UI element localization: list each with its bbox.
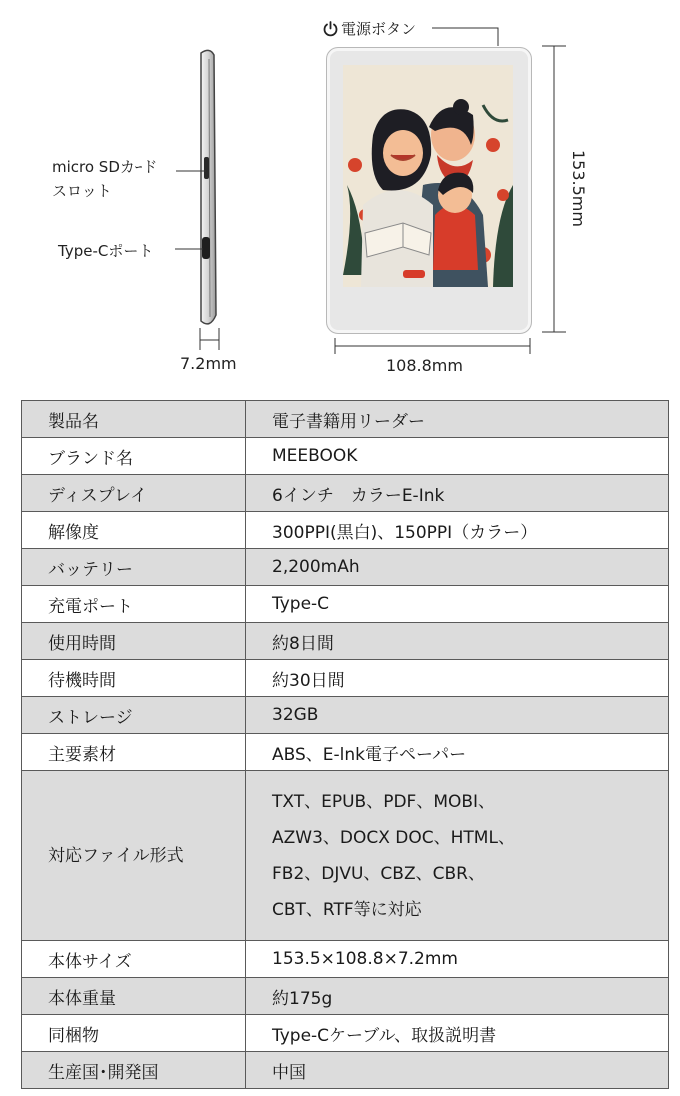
spec-key: 対応ファイル形式 (22, 771, 246, 941)
spec-value: 電子書籍用リーダー (246, 401, 669, 438)
spec-key: 待機時間 (22, 660, 246, 697)
sd-slot-leader (176, 166, 208, 176)
format-line: AZW3、DOCX DOC、HTML、 (272, 827, 515, 848)
spec-table (21, 400, 669, 1089)
table-row (22, 475, 669, 512)
typec-port-label: Type-Cポート (58, 242, 154, 260)
device-front-view (326, 47, 532, 334)
spec-key: ブランド名 (22, 438, 246, 475)
spec-key: 使用時間 (22, 623, 246, 660)
spec-key: バッテリー (22, 549, 246, 586)
spec-value: 約8日間 (246, 623, 669, 660)
thickness-dimension (195, 326, 225, 352)
spec-value: MEEBOOK (246, 438, 669, 475)
width-label: 108.8mm (386, 356, 463, 375)
table-row (22, 697, 669, 734)
table-row (22, 734, 669, 771)
table-row (22, 549, 669, 586)
table-row (22, 978, 669, 1015)
family-reading-illustration (343, 65, 513, 287)
table-row (22, 623, 669, 660)
spec-value: 2,200mAh (246, 549, 669, 586)
power-button-callout (322, 18, 416, 39)
spec-key: 本体重量 (22, 978, 246, 1015)
spec-value: 6インチ カラーE-Ink (246, 475, 669, 512)
power-button-label: 電源ボタン (341, 20, 417, 38)
table-row (22, 586, 669, 623)
sd-slot-label-line1: micro SDカｰド (52, 158, 158, 176)
spec-value: 中国 (246, 1052, 669, 1089)
power-icon (322, 20, 339, 37)
spec-value: 約175g (246, 978, 669, 1015)
thickness-label: 7.2mm (180, 354, 237, 373)
table-row (22, 401, 669, 438)
format-line: FB2、DJVU、CBZ、CBR、 (272, 863, 485, 884)
spec-value: 300PPI(黒白)、150PPI（カラー） (246, 512, 669, 549)
width-dimension (333, 336, 533, 356)
spec-key: ディスプレイ (22, 475, 246, 512)
table-row (22, 512, 669, 549)
table-row (22, 941, 669, 978)
table-row (22, 1052, 669, 1089)
height-label: 153.5mm (569, 150, 588, 227)
device-side-view (190, 45, 230, 335)
sd-slot-label-line2: スロット (52, 182, 112, 200)
format-line: CBT、RTF等に対応 (272, 899, 422, 920)
spec-value: 約30日間 (246, 660, 669, 697)
spec-key: ストレージ (22, 697, 246, 734)
spec-key: 主要素材 (22, 734, 246, 771)
spec-key: 充電ポート (22, 586, 246, 623)
table-row (22, 771, 669, 941)
spec-value-formats (246, 771, 669, 941)
spec-key: 生産国･開発国 (22, 1052, 246, 1089)
spec-value: 153.5×108.8×7.2mm (246, 941, 669, 978)
spec-key: 解像度 (22, 512, 246, 549)
format-line: TXT、EPUB、PDF、MOBI、 (272, 791, 496, 812)
typec-port-leader (175, 244, 205, 254)
table-row (22, 660, 669, 697)
screen-illustration (343, 65, 513, 287)
height-dimension (540, 44, 570, 336)
spec-key: 製品名 (22, 401, 246, 438)
table-row (22, 1015, 669, 1052)
spec-key: 本体サイズ (22, 941, 246, 978)
spec-value: ABS、E-lnk電子ペーパー (246, 734, 669, 771)
spec-value: 32GB (246, 697, 669, 734)
power-button-leader (432, 24, 504, 48)
table-row (22, 438, 669, 475)
spec-key: 同梱物 (22, 1015, 246, 1052)
spec-value: Type-Cケーブル、取扱説明書 (246, 1015, 669, 1052)
spec-value: Type-C (246, 586, 669, 623)
